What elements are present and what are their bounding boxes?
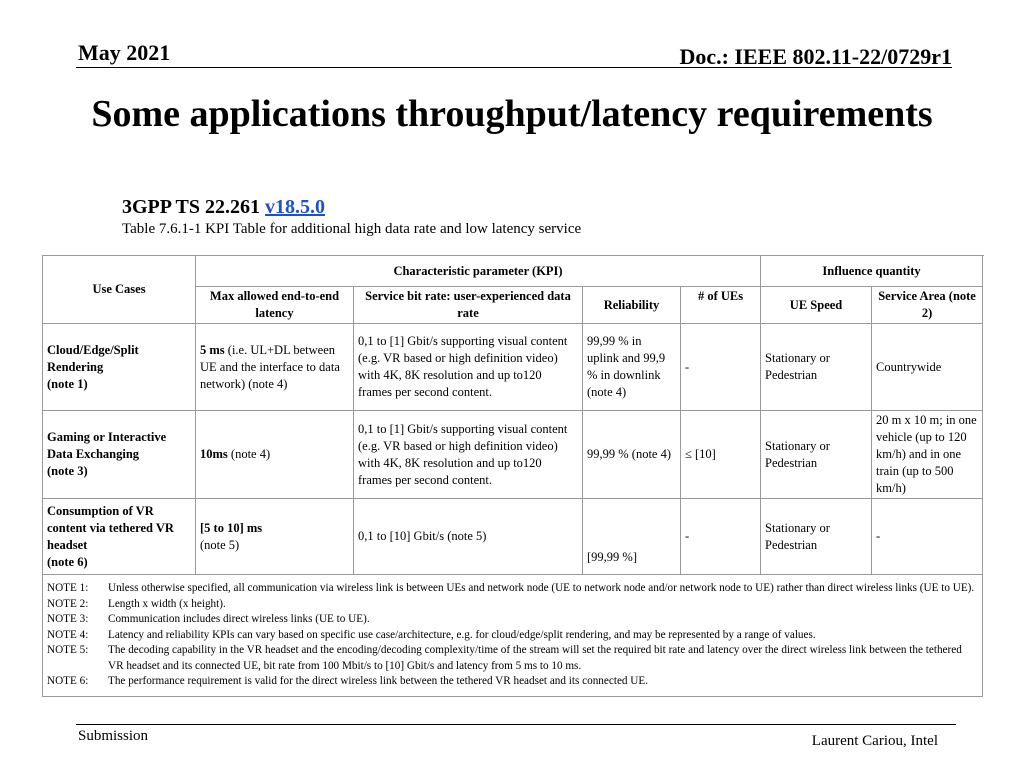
cell-use-case: [43, 324, 196, 411]
header-area: Service Area (note 2): [872, 287, 983, 324]
table-header-row: [43, 256, 983, 287]
note-text: The performance requirement is valid for the direct wireless link between the tethered VR headset and its connected UE.: [108, 675, 649, 687]
note-text: Communication includes direct wireless links (UE to UE).: [108, 613, 370, 625]
cell-ues: ≤ [10]: [681, 411, 761, 499]
slide-title: Some applications throughput/latency requirements: [91, 93, 933, 135]
footer-submission: Submission: [78, 728, 149, 744]
cell-area: -: [872, 499, 983, 575]
cell-use-case: [43, 499, 196, 575]
note-label: NOTE 1:: [47, 582, 89, 594]
use-case-note: (note 1): [47, 376, 88, 391]
kpi-table: [42, 255, 983, 697]
use-case-label: Cloud/Edge/Split Rendering: [47, 342, 139, 374]
latency-detail: (note 5): [200, 537, 240, 552]
cell-speed: Stationary or Pedestrian: [761, 324, 872, 411]
cell-bitrate: 0,1 to [1] Gbit/s supporting visual content (e.g. VR based or high definition video) with 4K, 8K resolution and up to120 frames per second content.: [354, 411, 583, 499]
use-case-label: Consumption of VR content via tethered VR headset: [47, 503, 174, 552]
spec-name: 3GPP TS 22.261: [122, 196, 265, 218]
notes-cell: [43, 575, 983, 697]
use-case-note: (note 6): [47, 554, 88, 569]
header-use-cases: Use Cases: [43, 256, 196, 324]
cell-latency: [196, 411, 354, 499]
cell-area: 20 m x 10 m; in one vehicle (up to 120 km/h) and in one train (up to 500 km/h): [872, 411, 983, 499]
note-text: Unless otherwise specified, all communication via wireless link is between UEs and network node (UE to network node and/or network node to UE) rather than direct wireless links (UE to UE).: [108, 582, 975, 594]
footer-author: Laurent Cariou, Intel: [811, 733, 938, 749]
note-label: NOTE 2:: [47, 597, 89, 610]
note-label: NOTE 5:: [47, 644, 89, 656]
table-caption: Table 7.6.1-1 KPI Table for additional high data rate and low latency service: [122, 221, 582, 237]
header-reliability: Reliability: [583, 287, 681, 324]
cell-ues: -: [681, 324, 761, 411]
table-row: [43, 324, 983, 411]
header-ues: # of UEs: [681, 287, 761, 324]
header-kpi-group: Characteristic parameter (KPI): [196, 256, 761, 287]
cell-reliability: 99,99 % (note 4): [583, 411, 681, 499]
cell-ues: -: [681, 499, 761, 575]
table-row: [43, 499, 983, 575]
latency-value: [5 to 10] ms: [200, 520, 263, 535]
note-text: Latency and reliability KPIs can vary based on specific use case/architecture, e.g. for cloud/edge/split rendering, and may be represented by a range of values.: [108, 628, 816, 641]
header-speed: UE Speed: [761, 287, 872, 324]
cell-bitrate: 0,1 to [1] Gbit/s supporting visual content (e.g. VR based or high definition video) with 4K, 8K resolution and up to120 frames per second content.: [354, 324, 583, 411]
table-row: [43, 411, 983, 499]
header-latency: Max allowed end-to-end latency: [196, 287, 354, 324]
note-item: [47, 643, 978, 674]
cell-area: Countrywide: [872, 324, 983, 411]
note-item: [47, 628, 978, 644]
latency-value: 5 ms: [200, 342, 225, 357]
header-bitrate: Service bit rate: user-experienced data rate: [354, 287, 583, 324]
note-item: [47, 597, 978, 613]
latency-detail: (note 4): [227, 447, 271, 461]
notes-row: [43, 575, 983, 697]
note-item: [47, 612, 978, 628]
note-label: NOTE 3:: [47, 613, 89, 625]
latency-detail: (i.e. UL+DL between UE and the interface to data network) (note 4): [200, 342, 340, 391]
cell-latency: [196, 499, 354, 575]
header-date: May 2021: [78, 40, 171, 65]
cell-speed: Stationary or Pedestrian: [761, 499, 872, 575]
header-influence-group: Influence quantity: [761, 256, 983, 287]
cell-speed: Stationary or Pedestrian: [761, 411, 872, 499]
spec-version-link[interactable]: v18.5.0: [265, 196, 325, 218]
note-item: [47, 581, 978, 597]
cell-bitrate: 0,1 to [10] Gbit/s (note 5): [354, 499, 583, 575]
note-item: [47, 674, 978, 690]
header-doc-id: Doc.: IEEE 802.11-22/0729r1: [679, 44, 952, 69]
spec-reference: [122, 196, 325, 219]
note-text: Length x width (x height).: [108, 597, 226, 610]
note-label: NOTE 4:: [47, 628, 89, 641]
note-text: The decoding capability in the VR headset and the encoding/decoding complexity/time of the stream will set the required bit rate and latency over the direct wireless link between the tethered VR headset and its connected UE, bit rate from 100 Mbit/s to [10] Gbit/s and latency from 5 ms to 10 ms.: [108, 644, 962, 672]
cell-reliability: 99,99 % in uplink and 99,9 % in downlink (note 4): [583, 324, 681, 411]
header-divider: [76, 67, 952, 68]
use-case-label: Gaming or Interactive Data Exchanging: [47, 430, 167, 461]
cell-latency: [196, 324, 354, 411]
note-label: NOTE 6:: [47, 675, 89, 687]
use-case-note: (note 3): [47, 464, 88, 478]
footer-divider: [76, 724, 956, 725]
cell-reliability: [99,99 %]: [583, 499, 681, 575]
cell-use-case: [43, 411, 196, 499]
latency-value: 10ms: [200, 447, 228, 461]
